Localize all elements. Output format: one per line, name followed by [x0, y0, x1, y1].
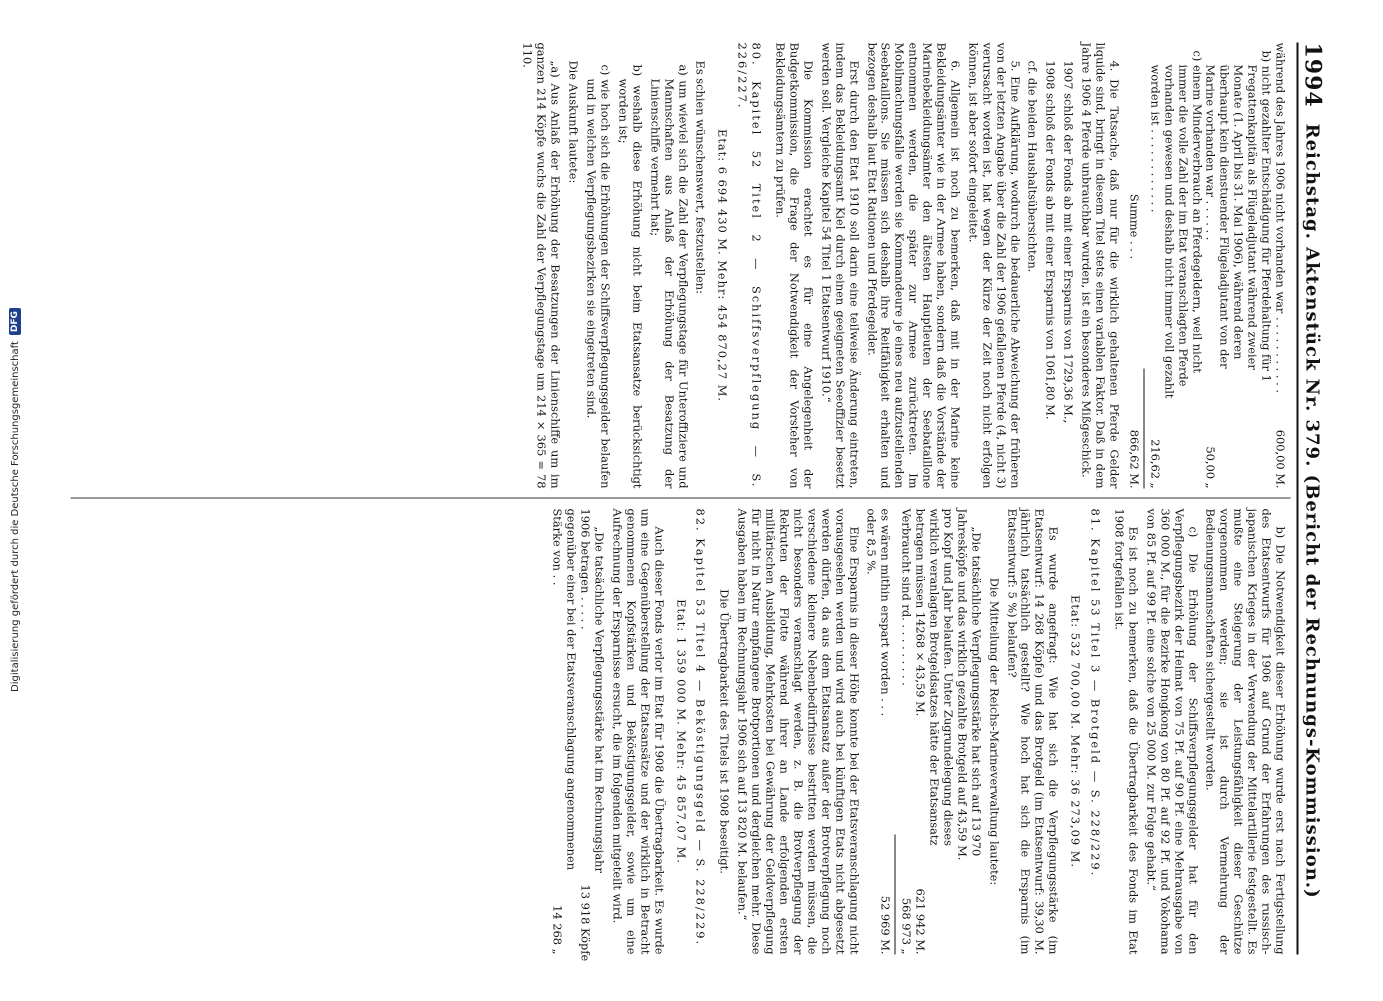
paragraph: cf. die beiden Haushaltsübersichten.: [1026, 60, 1040, 273]
paragraph: „Die tatsächliche Verpflegungsstärke hat im Rechnungsjahr 1906 betragen . . . . .: [578, 508, 607, 873]
page-title: Reichstag. Aktenstück Nr. 379. (Bericht der Rechnungs-Kommission.): [1301, 123, 1323, 899]
dfg-logo: DFG: [9, 308, 21, 335]
amount: 600,00 M.: [1273, 429, 1288, 489]
section-heading: 81. Kapitel 53 Titel 3 — Brotgeld — S. 228/229.: [1088, 508, 1103, 878]
paragraph: b) nicht gezahlter Entschädigung für Pferdehaltung für 1 Fregattenkapitän als Flügeladjutant während zweier Monate (1. April bis 31. Mai 1906), während deren überhaupt kein dienstuender Flügeladjutant von der Marine vorhanden war . . . . . .: [1203, 50, 1274, 382]
list-item: [899, 509, 913, 955]
amount: 52 969 M.: [878, 895, 893, 955]
list-item: [878, 509, 892, 955]
paragraph: Eine Ersparnis in dieser Höhe konnte bei der Etatsveranschlagung nicht vorausgesehen werden und wird auch bei künftigen Etats nicht abgesetzt werden dürfen, da aus dem Etatsansatz außer der Brotverpflegung noch verschiedene kleinere Nebenbedürfnisse bestritten werden müssen, die nicht besonders veranschlagt werden, z. B. die Brotverpflegung der Rekruten der Flotte während ihrer an Lande erfolgenden ersten militärischen Ausbildung, Mehrkosten bei Gewährung der Geldverpflegung für nicht in Natur empfangene Brotportionen und dergleichen mehr. Diese Ausgaben haben im Rechnungsjahr 1906 sich auf 13 820 M. belaufen.“: [735, 508, 862, 955]
sum-rule: [895, 835, 896, 955]
paragraph: b) Die Notwendigkeit dieser Erhöhung wurde erst nach Fertigstellung des Etatsentwurfs für 1906 auf Grund der Erfahrungen des russisch-japanischen Krieges in der Verwendung der Mittelartillerie festgestellt. Es mußte eine Steigerung der Leistungsfähigkeit dieser Geschütze vorgenommen werden; sie ist durch Vermehrung der Bedienungsmannschaften sichergestellt worden.: [1203, 508, 1288, 955]
list-item: a) um wieviel sich die Zahl der Verpflegungstage für Unteroffiziere und Mannschaften aus Anlaß der Erhöhung der Besatzung der Linienschiffe vermehrt hat;: [648, 64, 691, 489]
section-heading: 82. Kapitel 53 Titel 4 — Beköstigungsgeld — S. 228/229.: [693, 508, 708, 947]
amount: 50,00 „: [1203, 446, 1218, 489]
paragraph: 6. Allgemein ist noch zu bemerken, daß mit in der Marine keine Bekleidungsämter wie in der Armee haben, sondern daß die Vorstände der Marinebekleidungsämter den ältesten Hauptleuten der Seebataillone entnommen werden, die später zur Armee zurücktreten. Im Mobilmachungsfalle werden sie Kommandeure je eines neu aufzustellenden Seebataillons. Sie müssen sich deshalb ihre Reitfähigkeit erhalten und bezogen deshalb laut Etat Rationen und Pferdegelder.: [865, 42, 963, 489]
paragraph: „Die tatsächliche Verpflegungsstärke hat sich auf 13 970 Jahresköpfe und das wirklich gezahlte Brotgeld auf 43,59 M. pro Kopf und Jahr belaufen. Unter Zugrundelegung dieses wirklich veranlagten Brotgeldsatzes hätte der Etatsansatz betragen müssen 14268 × 43,59 M.: [913, 508, 984, 861]
paragraph: Die Kommission erachtet es für eine Angelegenheit der Budgetkommission, die Frage der Notwendigkeit der Vorsteher von Bekleidungsämtern zu prüfen.: [773, 42, 816, 489]
list-item: [1273, 43, 1287, 489]
list-item: [1203, 43, 1273, 489]
etat-line: Etat: 1 359 000 M. Mehr: 45 857,07 M.: [674, 599, 689, 864]
paragraph: Die Auskunft lautete:: [566, 60, 581, 184]
document-page: [0, 1, 1383, 1001]
amount: 14 268 „: [550, 905, 565, 955]
paragraph: Es ist noch zu bemerken, daß die Übertragbarkeit des Fonds im Etat 1908 fortgefallen ist.: [1112, 508, 1141, 955]
paragraph: oder 8,5 %.: [864, 508, 879, 575]
paragraph: während des Jahres 1906 nicht vorhanden war . . . . . . . . . . .: [1273, 42, 1288, 393]
paragraph: Die Übertragbarkeit des Titels ist 1908 beseitigt.: [717, 589, 732, 874]
paragraph: 5. Eine Aufklärung, wodurch die bedauerliche Abweichung der früheren von der letzten Angabe über die Zahl der 1906 gefallenen Pferde (4, nicht 3) verursacht worden ist, hat wegen der Kürze der Zeit noch nicht erfolgen können, ist aber sofort eingeleitet.: [966, 42, 1023, 489]
paragraph: 4. Die Tatsache, daß nur für die wirklich gehaltenen Pferde Gelder liquide sind, bringt in diesem Titel stets einen variablen Faktor. Daß in dem Jahre 1906 4 Pferde unbrauchbar wurden, ist ein besonderes Mißgeschick.: [1079, 42, 1122, 489]
list-item: [913, 509, 983, 955]
etat-line: Etat: 532 700,00 M. Mehr: 36 273,09 M.: [1068, 595, 1083, 868]
paragraph: gegenüber einer bei der Etatsveranschlagung angenommenen Stärke von . .: [550, 508, 579, 871]
page-number: 1994: [1299, 42, 1326, 108]
column-divider: [71, 498, 1291, 499]
sum-label: Summe . . .: [1127, 193, 1142, 260]
page-header: [1297, 43, 1333, 955]
amount: 216,62 „: [1148, 439, 1163, 489]
paragraph: Die Mitteilung der Reichs-Marineverwaltung lautete:: [987, 577, 1002, 886]
paragraph: Erst durch den Etat 1910 soll darin eine teilweise Änderung eintreten, indem das Bekleidungsamt Kiel durch einen geeigneten Seeoffizier besetzt werden soll. Vergleiche Kapitel 54 Titel 1 Etatsentwurf 1910.“: [819, 42, 862, 489]
list-item: [1147, 43, 1203, 489]
sum-row: [1127, 43, 1141, 489]
list-item: b) weshalb diese Erhöhung nicht beim Etatsansatze berücksichtigt worden ist;: [616, 64, 645, 489]
amount: 13 918 Köpfe: [578, 884, 593, 962]
paragraph: Auch dieser Fonds verlor im Etat für 1908 die Übertragbarkeit. Es wurde um eine Gegenüberstellung der Etatsansätze und der wirklich in Betracht genommenen Kopfstärken und Beköstigungsgelder, sowie um eine Aufrechnung der Ersparnisse ersucht, die im folgenden mitgeteilt wird.: [610, 508, 667, 955]
paragraph: 1907 schloß der Fonds ab mit einer Ersparnis von 1729,36 M.,: [1061, 60, 1076, 424]
paragraph: c) Die Erhöhung der Schiffsverpflegungsgelder hat für den Verpflegungsbezirk der Heimat von 75 Pf. auf 90 Pf. eine Mehrausgabe von 360 000 M., für die Bezirke Hongkong von 80 Pf. auf 92 Pf. und Yokohama von 85 Pf. auf 99 Pf. eine solche von 25 000 M. zur Folge gehabt.“: [1144, 508, 1201, 955]
funding-note: Digitalisierung gefördert durch die Deutsche Forschungsgemeinschaft: [9, 341, 21, 692]
paragraph: 1908 schloß der Fonds ab mit einer Ersparnis von 1061,80 M.: [1043, 60, 1058, 420]
row-label: Verbraucht sind rd. . . . . . . . . .: [899, 508, 914, 686]
list-item: [578, 508, 607, 962]
section-heading: 80. Kapitel 52 Titel 2 — Schiffsverpflegung — S. 226/227.: [735, 42, 764, 489]
paragraph: Es wurde angefragt: Wie hat sich die Verpflegungsstärke (im Etatsentwurf: 14 268 Köpfe) und das Brotgeld (im Etatsentwurf: 39,30 M. jährlich) tatsächlich gestellt? Wie hoch hat sich die Ersparnis (im Etatsentwurf: 5 %) belaufen?: [1005, 508, 1061, 955]
sum-amount: 866,62 M.: [1127, 429, 1142, 489]
list-item: [550, 509, 578, 955]
row-label: es wären mithin erspart worden . . .: [878, 508, 893, 717]
paragraph: „a) Aus Anlaß der Erhöhung der Besatzungen der Linienschiffe um im ganzen 214 Köpfe wuchs die Zahl der Verpflegungstage um 214 × 365 = 78 110.: [521, 42, 563, 489]
right-column: [550, 508, 1288, 962]
paragraph: c) einem Minderverbrauch an Pferdegeldern, weil nicht immer die volle Zahl der im Etat veranschlagten Pferde vorhanden gewesen und deshalb nicht immer voll gezahlt worden ist . . . . . . . . . . . .: [1148, 50, 1205, 399]
etat-line: Etat: 6 694 430 M. Mehr: 454 870,27 M.: [715, 129, 730, 402]
sum-rule: [1143, 369, 1144, 489]
amount: 621 942 M.: [913, 888, 928, 955]
paragraph: Es schien wünschenswert, festzustellen:: [693, 60, 708, 294]
left-column: [516, 43, 1286, 489]
amount: 568 973 „: [899, 897, 914, 955]
list-item: c) wie hoch sich die Erhöhungen der Schiffsverpflegungsgelder belaufen und in welchen Verpflegungsbezirken sie eingetreten sind.: [584, 64, 613, 489]
